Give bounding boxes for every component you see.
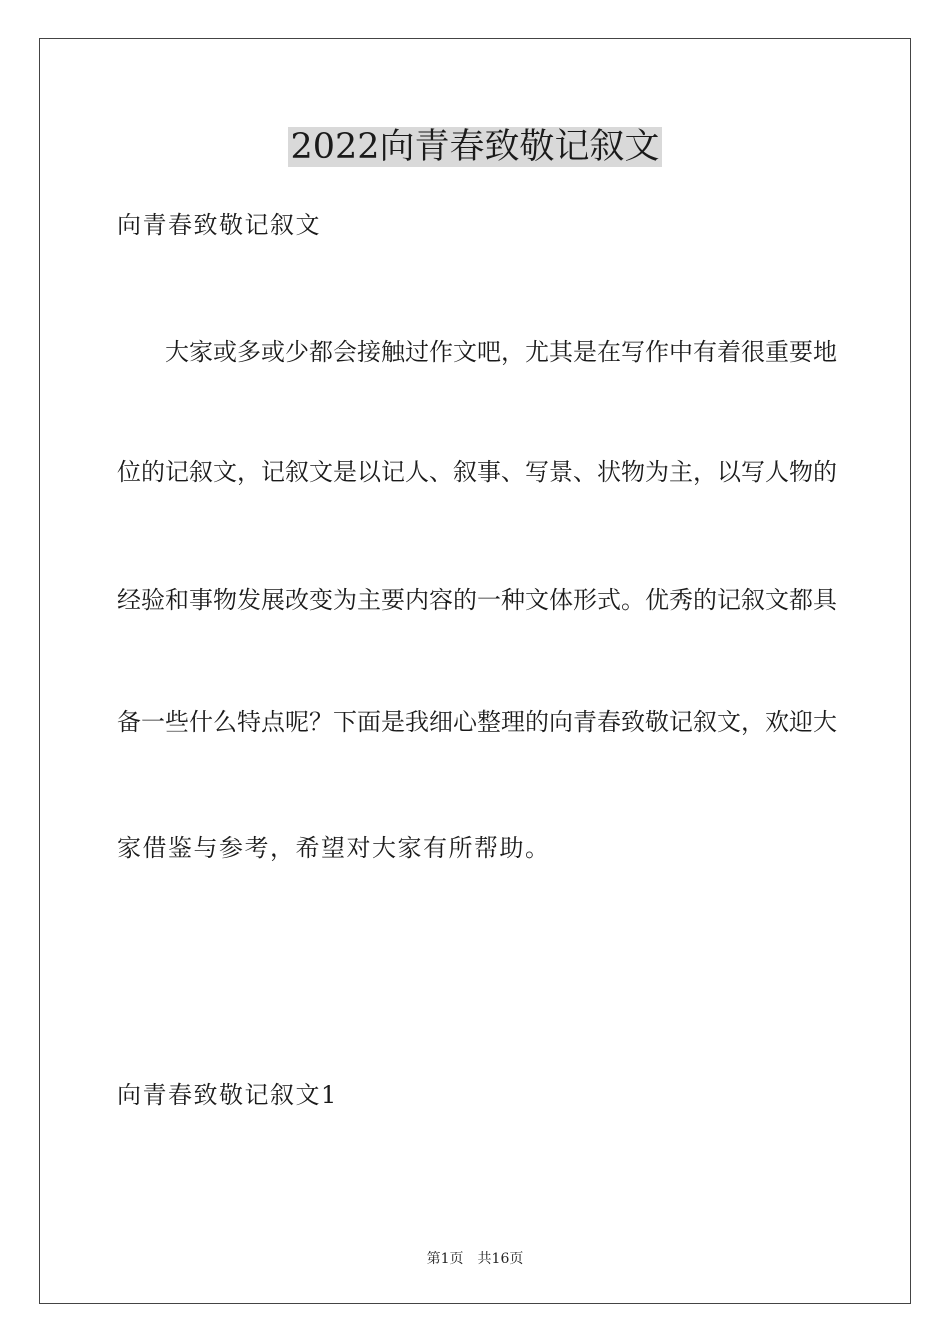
page-number: 第1页: [426, 1251, 464, 1267]
page-total: 共16页: [477, 1251, 524, 1267]
document-title: [0, 125, 950, 169]
document-title-text: 2022向青春致敬记叙文: [290, 127, 660, 167]
intro-line-4: 备一些什么特点呢？下面是我细心整理的向青春致敬记叙文，欢迎大: [117, 708, 837, 736]
intro-line-5: 家借鉴与参考，希望对大家有所帮助。: [117, 834, 551, 862]
section-heading: 向青春致敬记叙文1: [117, 1081, 338, 1109]
intro-line-3: 经验和事物发展改变为主要内容的一种文体形式。优秀的记叙文都具: [117, 586, 837, 614]
intro-line-2: 位的记叙文，记叙文是以记人、叙事、写景、状物为主，以写人物的: [117, 458, 837, 486]
intro-line-1: 大家或多或少都会接触过作文吧，尤其是在写作中有着很重要地: [165, 338, 837, 366]
page-footer: [0, 1250, 950, 1268]
document-subtitle: 向青春致敬记叙文: [117, 211, 321, 239]
